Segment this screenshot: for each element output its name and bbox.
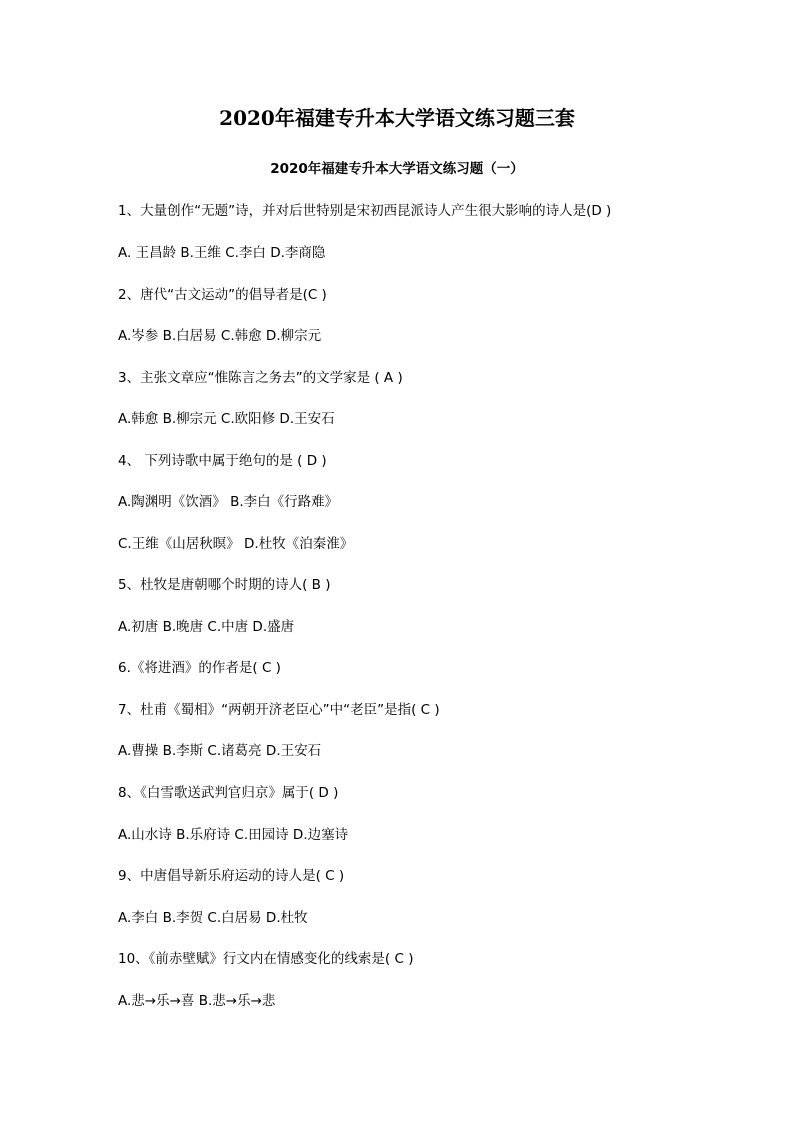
question-2: 2、唐代“古文运动”的倡导者是(C )	[118, 287, 327, 303]
question-6: 6.《将进酒》的作者是( C )	[118, 660, 281, 676]
question-4-options-ab: A.陶渊明《饮酒》 B.李白《行路难》	[118, 494, 339, 510]
question-4: 4、 下列诗歌中属于绝句的是 ( D )	[118, 453, 327, 469]
question-9: 9、中唐倡导新乐府运动的诗人是( C )	[118, 868, 345, 884]
section-title: 2020年福建专升本大学语文练习题（一）	[270, 161, 524, 177]
question-9-options: A.李白 B.李贺 C.白居易 D.杜牧	[118, 910, 308, 926]
question-3-options: A.韩愈 B.柳宗元 C.欧阳修 D.王安石	[118, 411, 335, 427]
question-7-options: A.曹操 B.李斯 C.诸葛亮 D.王安石	[118, 743, 322, 759]
question-4-options-cd: C.王维《山居秋暝》 D.杜牧《泊秦淮》	[118, 536, 354, 552]
document-title: 2020年福建专升本大学语文练习题三套	[219, 106, 575, 130]
question-5-options: A.初唐 B.晚唐 C.中唐 D.盛唐	[118, 619, 295, 635]
question-8-options: A.山水诗 B.乐府诗 C.田园诗 D.边塞诗	[118, 827, 349, 843]
question-3: 3、主张文章应“惟陈言之务去”的文学家是 ( A )	[118, 370, 403, 386]
question-1-options: A. 王昌龄 B.王维 C.李白 D.李商隐	[118, 245, 326, 261]
question-8: 8、《白雪歌送武判官归京》属于( D )	[118, 785, 339, 801]
question-10: 10、《前赤壁赋》行文内在情感变化的线索是( C )	[118, 951, 414, 967]
question-1: 1、大量创作“无题”诗，并对后世特别是宋初西昆派诗人产生很大影响的诗人是(D )	[118, 203, 612, 219]
question-5: 5、杜牧是唐朝哪个时期的诗人( B )	[118, 577, 331, 593]
question-7: 7、杜甫《蜀相》“两朝开济老臣心”中“老臣”是指( C )	[118, 702, 440, 718]
question-10-options: A.悲→乐→喜 B.悲→乐→悲	[118, 993, 276, 1009]
question-2-options: A.岑参 B.白居易 C.韩愈 D.柳宗元	[118, 328, 322, 344]
